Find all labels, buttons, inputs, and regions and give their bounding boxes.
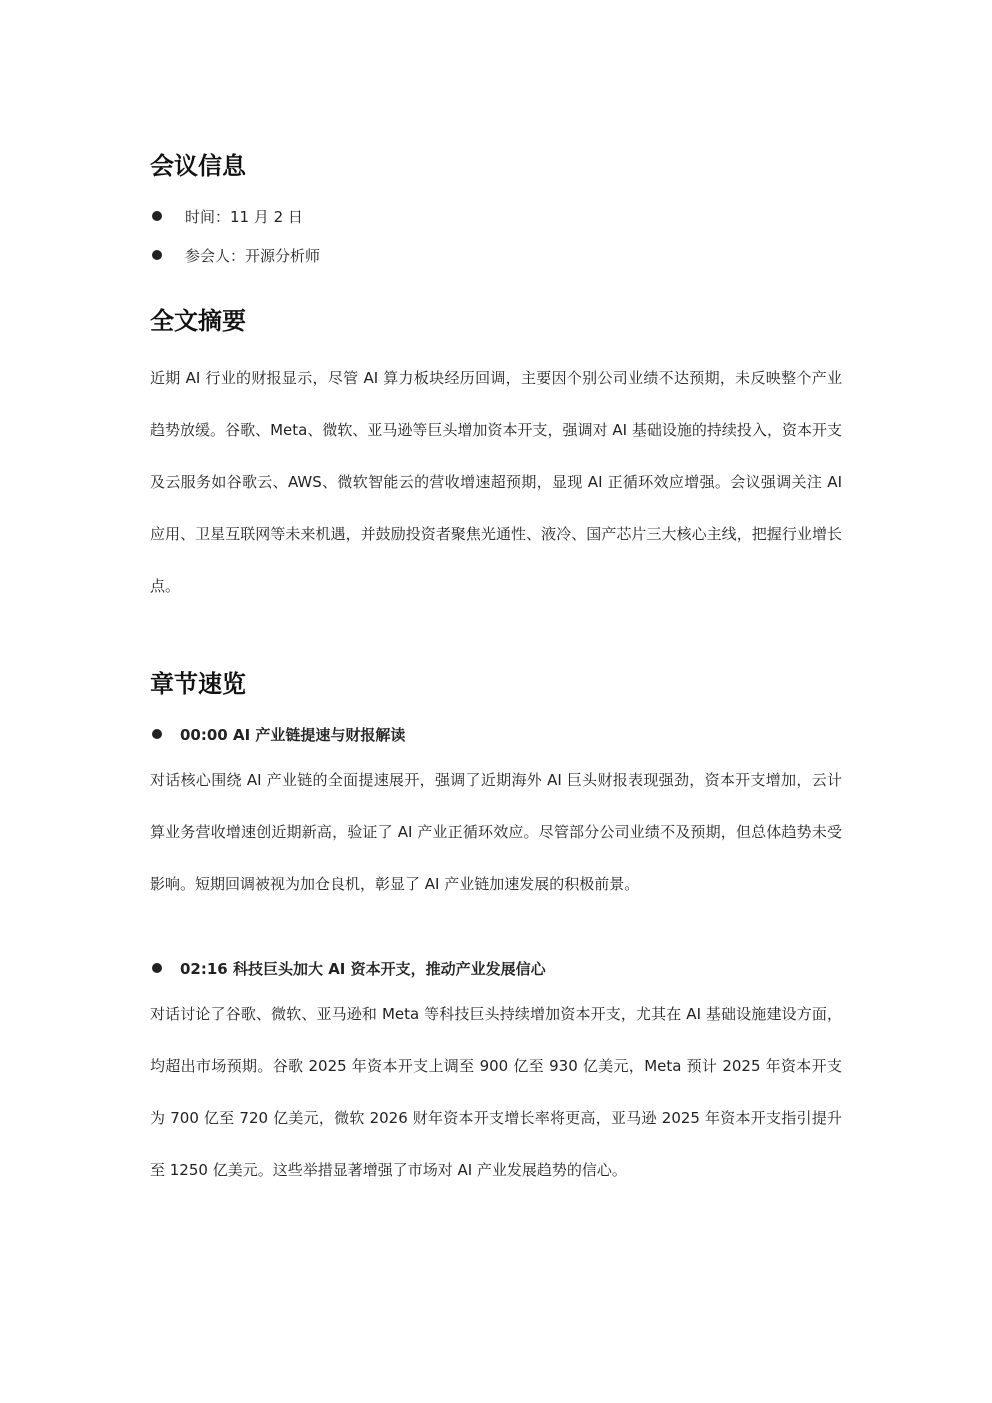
- chapter-2-paragraph: 对话讨论了谷歌、微软、亚马逊和 Meta 等科技巨头持续增加资本开支，尤其在 AI 基础设施建设方面，均超出市场预期。谷歌 2025 年资本开支上调至 900 亿至 930 亿美元，Meta 预计 2025 年资本开支为 700 亿至 720 亿美元，微软 2026 财年资本开支增长率将更高，亚马逊 2025 年资本开支指引提升至 1250 亿美元。这些举措显著增强了市场对 AI 产业发展趋势的信心。: [150, 1005, 842, 1179]
- chapter-1-paragraph: 对话核心围绕 AI 产业链的全面提速展开，强调了近期海外 AI 巨头财报表现强劲，资本开支增加，云计算业务营收增速创近期新高，验证了 AI 产业正循环效应。尽管部分公司业绩不及预期，但总体趋势未受影响。短期回调被视为加仓良机，彰显了 AI 产业链加速发展的积极前景。: [150, 771, 842, 893]
- meeting-info-item-attendees: [150, 243, 320, 267]
- chapter-1-title: 00:00 AI 产业链提速与财报解读: [180, 725, 406, 744]
- chapter-item-title: [150, 956, 546, 980]
- bullet-icon: [152, 211, 162, 221]
- meeting-info-item-time: [150, 204, 303, 228]
- bullet-icon: [152, 250, 162, 260]
- chapter-item-title: [150, 722, 405, 746]
- chapters-heading: 章节速览: [150, 670, 246, 698]
- summary-paragraph: 近期 AI 行业的财报显示，尽管 AI 算力板块经历回调，主要因个别公司业绩不达预期，未反映整个产业趋势放缓。谷歌、Meta、微软、亚马逊等巨头增加资本开支，强调对 AI 基础设施的持续投入，资本开支及云服务如谷歌云、AWS、微软智能云的营收增速超预期，显现 AI 正循环效应增强。会议强调关注 AI 应用、卫星互联网等未来机遇，并鼓励投资者聚焦光通性、液冷、国产芯片三大核心主线，把握行业增长点。: [150, 369, 842, 595]
- bullet-icon: [152, 729, 162, 739]
- summary-heading: 全文摘要: [150, 307, 246, 335]
- meeting-info-heading: 会议信息: [150, 152, 246, 180]
- bullet-icon: [152, 963, 162, 973]
- chapter-2-title: 02:16 科技巨头加大 AI 资本开支，推动产业发展信心: [180, 959, 546, 978]
- meeting-time-text: 时间：11 月 2 日: [185, 207, 303, 226]
- meeting-attendees-text: 参会人：开源分析师: [185, 246, 321, 265]
